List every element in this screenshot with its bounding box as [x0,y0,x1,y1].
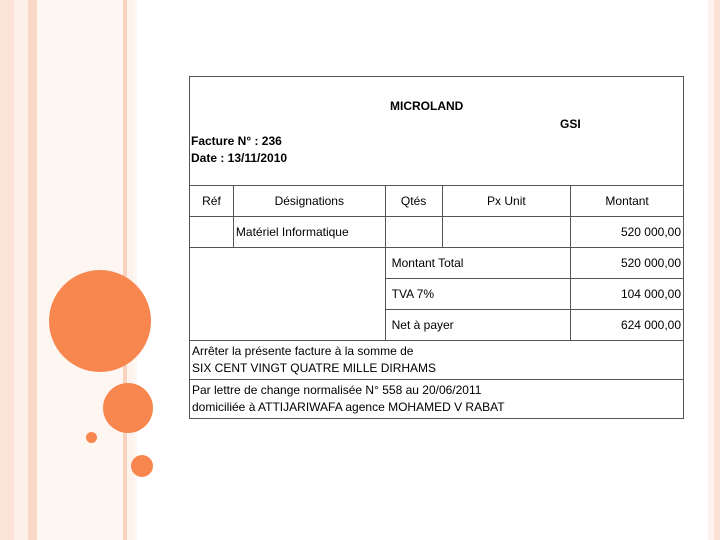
amount-words-line2: SIX CENT VINGT QUATRE MILLE DIRHAMS [192,361,437,375]
left-stripe [28,0,37,540]
item-amount: 520 000,00 [571,217,684,248]
vat-value: 104 000,00 [571,279,684,310]
invoice-table [189,76,684,419]
payment-row [190,380,684,419]
net-value: 624 000,00 [571,310,684,341]
header-ref: Réf [190,186,234,217]
company-name: MICROLAND [390,99,464,113]
decorative-circle-medium [103,383,153,433]
item-qty [385,217,442,248]
company-subtitle: GSI [560,117,581,131]
column-header-row [190,186,684,217]
total-value: 520 000,00 [571,248,684,279]
decorative-circle-small [131,455,153,477]
payment-terms [190,380,684,419]
empty-block [190,248,386,341]
payment-line1: Par lettre de change normalisée N° 558 au 20/06/2011 [192,383,482,397]
table-row [190,217,684,248]
left-stripe [37,0,137,540]
left-stripe [0,0,14,540]
invoice-number: Facture N° : 236 [191,134,282,148]
item-ref [190,217,234,248]
invoice-date: Date : 13/11/2010 [191,151,288,165]
amount-words-row [190,341,684,380]
decorative-circle-tiny [86,432,97,443]
item-designation: Matériel Informatique [233,217,385,248]
header-unit-price: Px Unit [442,186,571,217]
invoice-header [190,77,684,186]
right-stripe [714,0,720,540]
header-amount: Montant [571,186,684,217]
item-unit-price [442,217,571,248]
net-label: Net à payer [385,310,571,341]
invoice-header-row [190,77,684,186]
vat-label: TVA 7% [385,279,571,310]
amount-words [190,341,684,380]
total-row [190,248,684,279]
header-designation: Désignations [233,186,385,217]
amount-words-line1: Arrêter la présente facture à la somme de [192,344,414,358]
left-stripe [14,0,28,540]
total-label: Montant Total [385,248,571,279]
decorative-circle-large [49,270,151,372]
header-qty: Qtés [385,186,442,217]
payment-line2: domiciliée à ATTIJARIWAFA agence MOHAMED V RABAT [192,400,505,414]
right-stripe [708,0,714,540]
